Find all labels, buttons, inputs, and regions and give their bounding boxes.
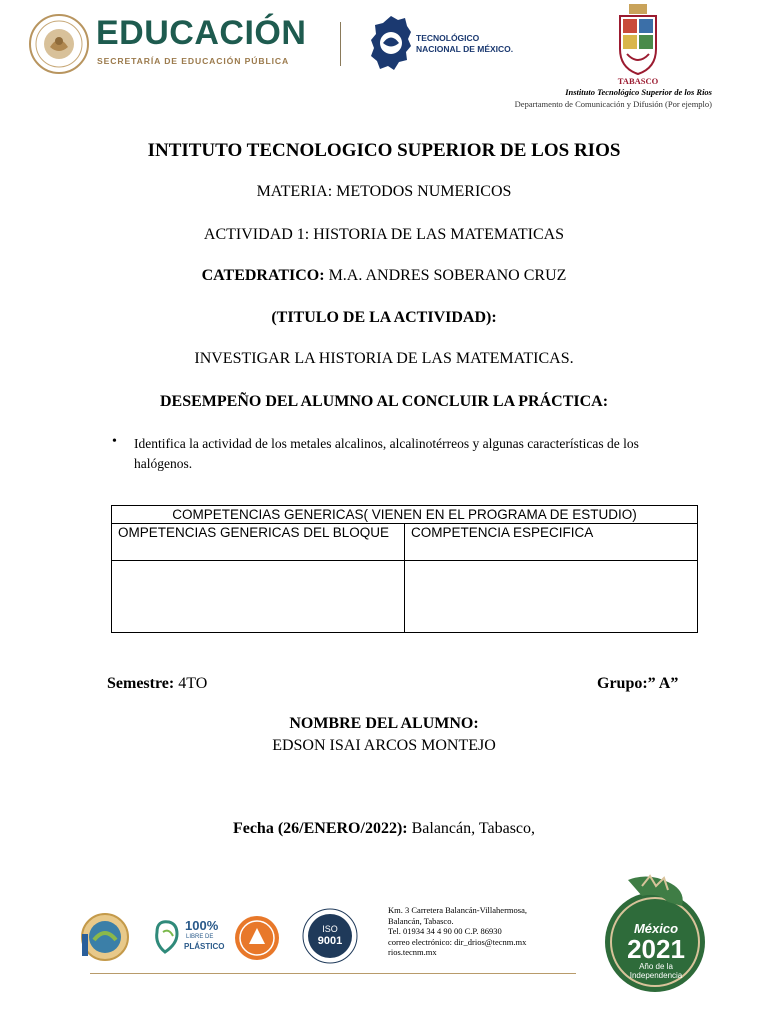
footer-divider: [90, 973, 576, 974]
date-line: [0, 820, 768, 838]
mexico-2021-text: [604, 921, 708, 980]
plastic-free-line3: PLÁSTICO: [184, 942, 225, 951]
contact-address: [388, 905, 548, 958]
date-suffix: ):: [396, 820, 408, 837]
column-specific-competency: COMPETENCIA ESPECIFICA: [405, 524, 698, 561]
date-place: Balancán, Tabasco,: [407, 820, 536, 837]
activity-line: ACTIVIDAD 1: HISTORIA DE LAS MATEMATICAS: [203, 226, 565, 243]
email-line[interactable]: correo electrónico: dir_drios@tecnm.mx: [388, 936, 527, 947]
address-line: Km. 3 Carretera Balancán-Villahermosa,: [388, 905, 527, 915]
tecnm-name: [416, 33, 536, 55]
tecnm-name-line1: TECNOLÓGICO: [416, 33, 480, 43]
group-line: [597, 675, 678, 693]
tecnm-logo: [370, 14, 412, 74]
competencies-table: [111, 505, 698, 633]
phone-line: Tel. 01934 34 4 90 00 C.P. 86930: [388, 926, 502, 936]
orange-certification-logo: [233, 914, 281, 962]
semester-line: [107, 675, 207, 693]
subject-line: MATERIA: METODOS NUMERICOS: [256, 183, 512, 200]
activity-title-heading: (TITULO DE LA ACTIVIDAD):: [271, 309, 497, 326]
date-value: 26/ENERO/2022: [283, 820, 397, 837]
year-label: 2021: [627, 934, 685, 964]
bullet-item: Identifica la actividad de los metales alcalinos, alcalinotérreos y algunas características de los halógenos.: [134, 436, 639, 471]
professor-value: M.A. ANDRES SOBERANO CRUZ: [324, 267, 567, 284]
activity-title-value: INVESTIGAR LA HISTORIA DE LAS MATEMATICAS.: [194, 350, 574, 367]
department-line: Departamento de Comunicación y Difusión (Por ejemplo): [514, 99, 712, 109]
sep-title: EDUCACIÓN: [96, 14, 307, 52]
tabasco-coat-of-arms: [615, 4, 661, 76]
tabasco-label: TABASCO: [617, 76, 659, 86]
table-header: COMPETENCIAS GENERICAS( VIENEN EN EL PROGRAMA DE ESTUDIO): [112, 506, 698, 524]
plastic-free-line2: LIBRE DE: [186, 934, 214, 940]
professor-line: [0, 267, 768, 285]
website-line[interactable]: rios.tecnm.mx: [388, 947, 437, 957]
sep-seal-logo: [28, 13, 90, 75]
student-name-label: NOMBRE DEL ALUMNO:: [289, 715, 479, 732]
year-caption: Año de la Independencia: [629, 962, 683, 980]
institute-title: INTITUTO TECNOLOGICO SUPERIOR DE LOS RIOS: [147, 140, 621, 161]
cell-generic-competencies[interactable]: [112, 561, 405, 633]
iso-label: ISO: [322, 924, 338, 934]
date-label: Fecha (: [232, 820, 284, 837]
plastic-free-percent: 100%: [185, 918, 219, 933]
cell-specific-competency[interactable]: [405, 561, 698, 633]
student-name: EDSON ISAI ARCOS MONTEJO: [272, 737, 496, 754]
address-line: Balancán, Tabasco.: [388, 915, 454, 926]
header-divider: [340, 22, 341, 66]
group-value: ” A”: [647, 675, 679, 692]
professor-label: CATEDRATICO:: [201, 267, 325, 284]
column-generic-competencies: OMPETENCIAS GENERICAS DEL BLOQUE: [112, 524, 405, 561]
mexico-label: México: [633, 921, 679, 936]
semester-label: Semestre:: [107, 675, 175, 692]
iso-9001-seal: [302, 904, 358, 968]
plastic-free-badge: [151, 912, 223, 962]
institute-line: Instituto Tecnológico Superior de los Rios: [565, 87, 712, 97]
sep-subtitle: SECRETARÍA DE EDUCACIÓN PÚBLICA: [97, 56, 290, 66]
performance-heading: DESEMPEÑO DEL ALUMNO AL CONCLUIR LA PRÁCTICA:: [159, 393, 609, 410]
group-label: Grupo:: [597, 675, 648, 692]
bullet-marker: •: [112, 434, 117, 449]
tecnm-name-line2: NACIONAL DE MÉXICO.: [416, 44, 514, 54]
quality-seal-logo: [80, 912, 130, 962]
semester-value: 4TO: [174, 675, 208, 692]
iso-number: 9001: [317, 935, 343, 947]
